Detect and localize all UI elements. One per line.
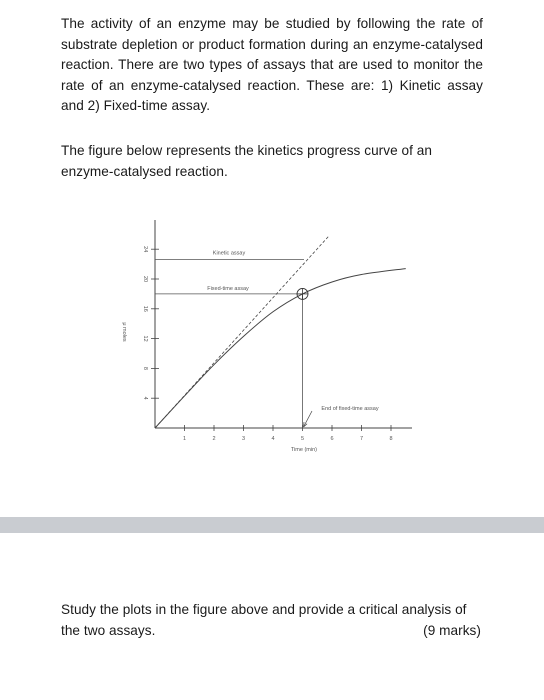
y-tick-label: 8: [142, 366, 148, 370]
question-block: [61, 600, 481, 641]
x-tick-label: 8: [389, 436, 393, 442]
chart-series: [155, 236, 406, 428]
y-tick-label: 12: [142, 335, 148, 342]
chart-axes: [155, 220, 412, 428]
fixed-time-assay-label: Fixed-time assay: [207, 285, 249, 292]
y-tick-label: 24: [142, 246, 148, 253]
x-tick-label: 7: [359, 436, 364, 442]
y-tick-label: 4: [142, 396, 148, 400]
kinetic-assay-label: Kinetic assay: [212, 250, 246, 257]
end-annotation-arrow: [304, 411, 313, 427]
x-tick-label: 6: [330, 436, 334, 442]
end-of-fixed-time-assay-label: End of fixed-time assay: [321, 406, 379, 412]
x-tick-label: 4: [271, 436, 275, 442]
x-axis-title: Time (min): [290, 447, 318, 453]
question-text: Study the plots in the figure above and provide a critical analysis of the two assays.: [61, 602, 467, 638]
y-tick-label: 16: [142, 305, 148, 312]
chart-guides: [155, 260, 304, 428]
marks-label: (9 marks): [423, 622, 481, 638]
x-tick-label: 5: [300, 436, 305, 442]
x-tick-label: 1: [182, 436, 187, 442]
intro-paragraph: The activity of an enzyme may be studied by following the rate of substrate depletion or product formation during an enzyme-catalysed reaction. There are two types of assays that are used to monitor the rate of an enzyme-catalysed reaction. These are: 1) Kinetic assay and 2) Fixed-time assay.: [61, 16, 483, 113]
x-tick-label: 2: [212, 436, 216, 442]
section-divider: [0, 517, 544, 533]
y-axis-title: μ moles: [121, 322, 127, 342]
figure-intro-paragraph: The figure below represents the kinetics progress curve of an enzyme-catalysed reaction.: [61, 143, 433, 179]
y-tick-label: 20: [142, 275, 148, 283]
progress-curve-line: [155, 269, 406, 428]
x-tick-label: 3: [241, 436, 246, 442]
end-annotation-arrowhead: [304, 422, 308, 427]
